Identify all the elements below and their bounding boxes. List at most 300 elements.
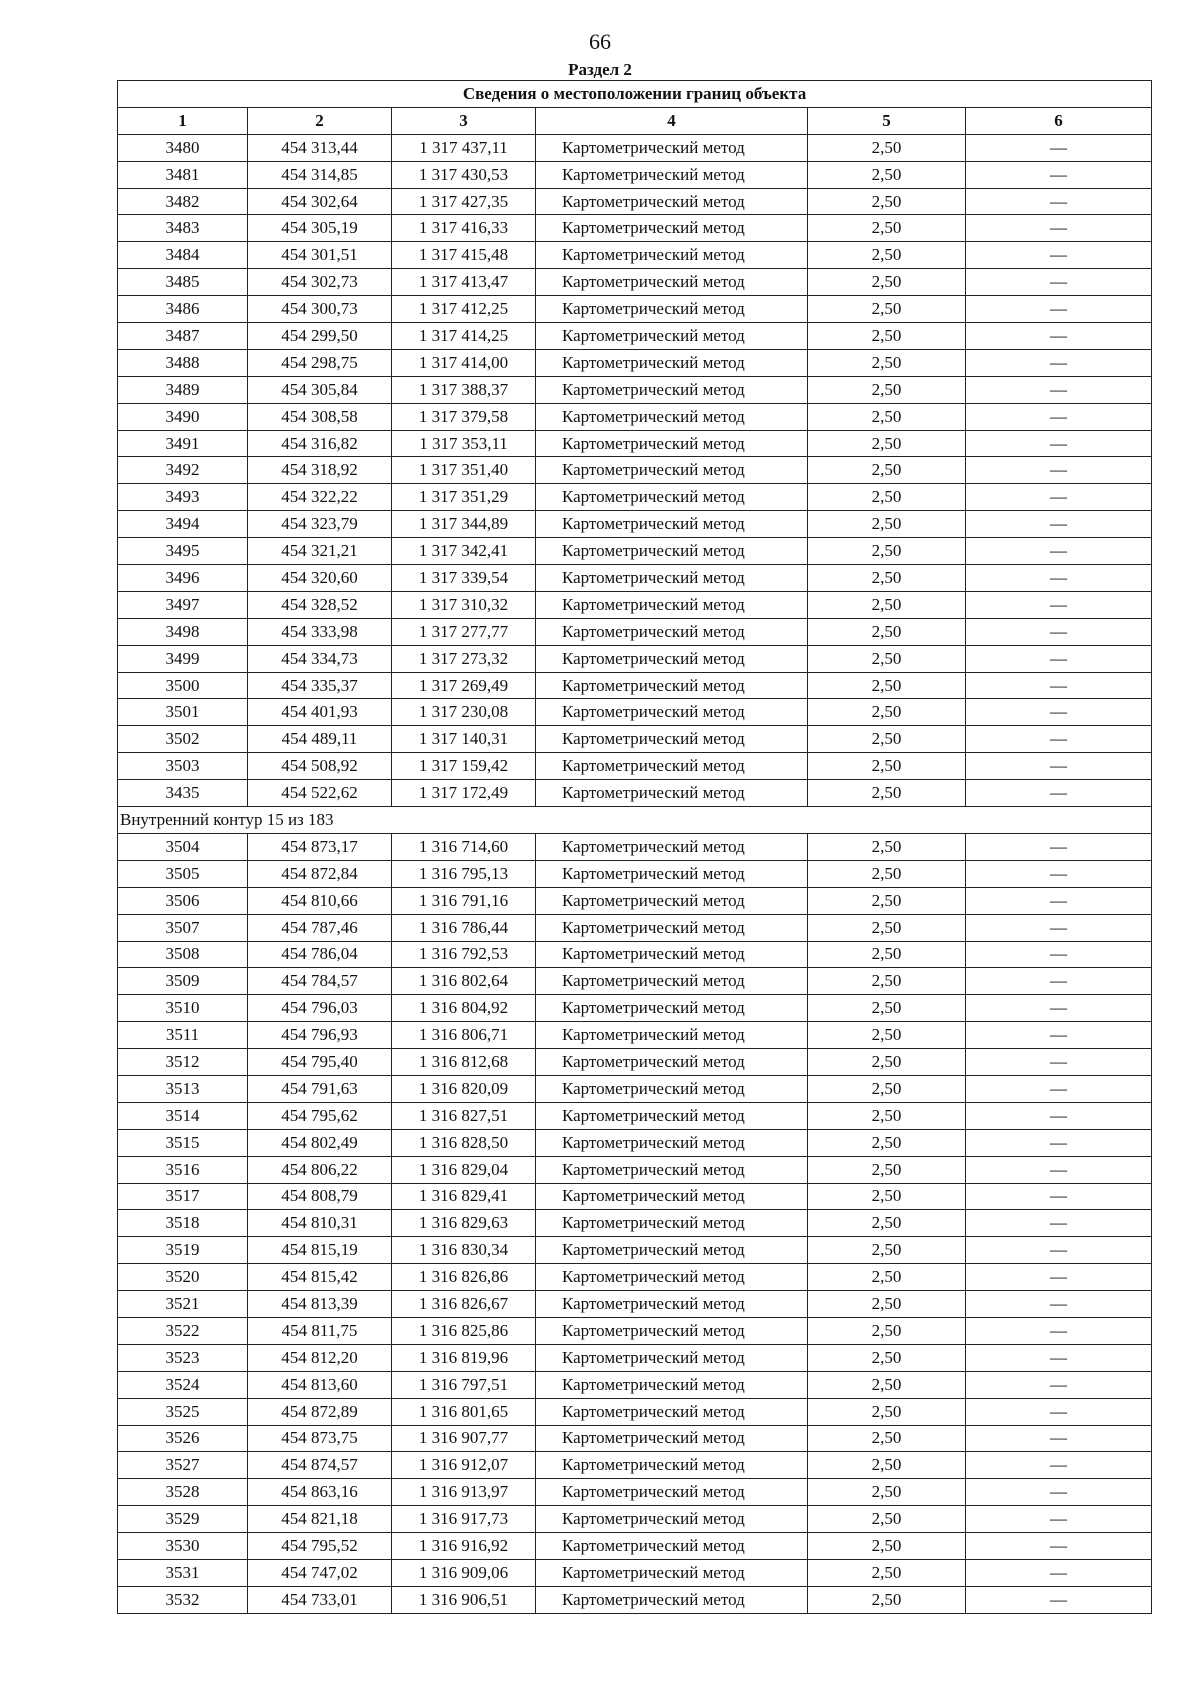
y-coordinate-cell: 1 317 342,41 [392, 538, 536, 565]
point-number-cell: 3531 [118, 1559, 248, 1586]
description-cell: — [966, 1237, 1152, 1264]
point-number-cell: 3498 [118, 618, 248, 645]
accuracy-cell: 2,50 [808, 995, 966, 1022]
table-row [118, 1291, 1152, 1318]
table-row [118, 1237, 1152, 1264]
x-coordinate-cell: 454 811,75 [248, 1317, 392, 1344]
accuracy-cell: 2,50 [808, 511, 966, 538]
point-number-cell: 3516 [118, 1156, 248, 1183]
table-row [118, 1344, 1152, 1371]
table-caption: Сведения о местоположении границ объекта [118, 81, 1152, 108]
table-row [118, 699, 1152, 726]
method-cell: Картометрический метод [536, 403, 808, 430]
accuracy-cell: 2,50 [808, 591, 966, 618]
accuracy-cell: 2,50 [808, 618, 966, 645]
y-coordinate-cell: 1 316 913,97 [392, 1479, 536, 1506]
point-number-cell: 3519 [118, 1237, 248, 1264]
y-coordinate-cell: 1 317 351,40 [392, 457, 536, 484]
method-cell: Картометрический метод [536, 699, 808, 726]
method-cell: Картометрический метод [536, 376, 808, 403]
point-number-cell: 3494 [118, 511, 248, 538]
method-cell: Картометрический метод [536, 1156, 808, 1183]
point-number-cell: 3490 [118, 403, 248, 430]
point-number-cell: 3499 [118, 645, 248, 672]
y-coordinate-cell: 1 317 310,32 [392, 591, 536, 618]
table-row [118, 941, 1152, 968]
y-coordinate-cell: 1 316 806,71 [392, 1022, 536, 1049]
x-coordinate-cell: 454 321,21 [248, 538, 392, 565]
method-cell: Картометрический метод [536, 1291, 808, 1318]
x-coordinate-cell: 454 821,18 [248, 1506, 392, 1533]
column-header-4: 4 [536, 107, 808, 134]
description-cell: — [966, 1398, 1152, 1425]
point-number-cell: 3524 [118, 1371, 248, 1398]
point-number-cell: 3527 [118, 1452, 248, 1479]
x-coordinate-cell: 454 872,84 [248, 860, 392, 887]
method-cell: Картометрический метод [536, 1022, 808, 1049]
point-number-cell: 3504 [118, 833, 248, 860]
accuracy-cell: 2,50 [808, 1291, 966, 1318]
accuracy-cell: 2,50 [808, 323, 966, 350]
method-cell: Картометрический метод [536, 269, 808, 296]
point-number-cell: 3525 [118, 1398, 248, 1425]
x-coordinate-cell: 454 308,58 [248, 403, 392, 430]
y-coordinate-cell: 1 316 714,60 [392, 833, 536, 860]
point-number-cell: 3514 [118, 1102, 248, 1129]
x-coordinate-cell: 454 299,50 [248, 323, 392, 350]
y-coordinate-cell: 1 317 379,58 [392, 403, 536, 430]
accuracy-cell: 2,50 [808, 1425, 966, 1452]
table-row [118, 1210, 1152, 1237]
description-cell: — [966, 511, 1152, 538]
accuracy-cell: 2,50 [808, 1237, 966, 1264]
description-cell: — [966, 1210, 1152, 1237]
table-row [118, 1452, 1152, 1479]
y-coordinate-cell: 1 316 917,73 [392, 1506, 536, 1533]
x-coordinate-cell: 454 786,04 [248, 941, 392, 968]
y-coordinate-cell: 1 316 826,67 [392, 1291, 536, 1318]
point-number-cell: 3492 [118, 457, 248, 484]
point-number-cell: 3502 [118, 726, 248, 753]
point-number-cell: 3521 [118, 1291, 248, 1318]
description-cell: — [966, 349, 1152, 376]
table-row [118, 403, 1152, 430]
point-number-cell: 3493 [118, 484, 248, 511]
description-cell: — [966, 161, 1152, 188]
description-cell: — [966, 941, 1152, 968]
y-coordinate-cell: 1 317 172,49 [392, 780, 536, 807]
y-coordinate-cell: 1 316 786,44 [392, 914, 536, 941]
accuracy-cell: 2,50 [808, 726, 966, 753]
point-number-cell: 3526 [118, 1425, 248, 1452]
point-number-cell: 3522 [118, 1317, 248, 1344]
description-cell: — [966, 215, 1152, 242]
accuracy-cell: 2,50 [808, 1317, 966, 1344]
description-cell: — [966, 1479, 1152, 1506]
accuracy-cell: 2,50 [808, 645, 966, 672]
method-cell: Картометрический метод [536, 323, 808, 350]
method-cell: Картометрический метод [536, 1506, 808, 1533]
method-cell: Картометрический метод [536, 1129, 808, 1156]
y-coordinate-cell: 1 317 414,00 [392, 349, 536, 376]
accuracy-cell: 2,50 [808, 215, 966, 242]
y-coordinate-cell: 1 316 819,96 [392, 1344, 536, 1371]
table-row [118, 1559, 1152, 1586]
description-cell: — [966, 995, 1152, 1022]
coordinates-table [117, 80, 1152, 1614]
table-body [118, 134, 1152, 1613]
accuracy-cell: 2,50 [808, 887, 966, 914]
x-coordinate-cell: 454 813,39 [248, 1291, 392, 1318]
y-coordinate-cell: 1 316 825,86 [392, 1317, 536, 1344]
x-coordinate-cell: 454 508,92 [248, 753, 392, 780]
method-cell: Картометрический метод [536, 914, 808, 941]
accuracy-cell: 2,50 [808, 1398, 966, 1425]
table-row [118, 1533, 1152, 1560]
y-coordinate-cell: 1 316 802,64 [392, 968, 536, 995]
y-coordinate-cell: 1 316 829,63 [392, 1210, 536, 1237]
description-cell: — [966, 914, 1152, 941]
table-row [118, 1129, 1152, 1156]
method-cell: Картометрический метод [536, 1264, 808, 1291]
table-head [118, 81, 1152, 135]
column-header-1: 1 [118, 107, 248, 134]
y-coordinate-cell: 1 317 415,48 [392, 242, 536, 269]
point-number-cell: 3530 [118, 1533, 248, 1560]
method-cell: Картометрический метод [536, 430, 808, 457]
description-cell: — [966, 591, 1152, 618]
point-number-cell: 3505 [118, 860, 248, 887]
description-cell: — [966, 565, 1152, 592]
method-cell: Картометрический метод [536, 726, 808, 753]
y-coordinate-cell: 1 317 140,31 [392, 726, 536, 753]
accuracy-cell: 2,50 [808, 457, 966, 484]
point-number-cell: 3497 [118, 591, 248, 618]
table-row [118, 618, 1152, 645]
point-number-cell: 3510 [118, 995, 248, 1022]
method-cell: Картометрический метод [536, 1344, 808, 1371]
method-cell: Картометрический метод [536, 833, 808, 860]
table-row [118, 215, 1152, 242]
description-cell: — [966, 780, 1152, 807]
description-cell: — [966, 1586, 1152, 1613]
accuracy-cell: 2,50 [808, 1049, 966, 1076]
description-cell: — [966, 1022, 1152, 1049]
accuracy-cell: 2,50 [808, 538, 966, 565]
table-row [118, 1022, 1152, 1049]
description-cell: — [966, 134, 1152, 161]
description-cell: — [966, 403, 1152, 430]
description-cell: — [966, 753, 1152, 780]
description-cell: — [966, 1533, 1152, 1560]
method-cell: Картометрический метод [536, 753, 808, 780]
table-row [118, 833, 1152, 860]
accuracy-cell: 2,50 [808, 1075, 966, 1102]
y-coordinate-cell: 1 317 277,77 [392, 618, 536, 645]
method-cell: Картометрический метод [536, 511, 808, 538]
description-cell: — [966, 1559, 1152, 1586]
method-cell: Картометрический метод [536, 349, 808, 376]
accuracy-cell: 2,50 [808, 833, 966, 860]
description-cell: — [966, 188, 1152, 215]
y-coordinate-cell: 1 317 430,53 [392, 161, 536, 188]
x-coordinate-cell: 454 522,62 [248, 780, 392, 807]
accuracy-cell: 2,50 [808, 1210, 966, 1237]
point-number-cell: 3528 [118, 1479, 248, 1506]
x-coordinate-cell: 454 305,19 [248, 215, 392, 242]
table-row [118, 1317, 1152, 1344]
accuracy-cell: 2,50 [808, 860, 966, 887]
description-cell: — [966, 1264, 1152, 1291]
table-row [118, 1183, 1152, 1210]
description-cell: — [966, 376, 1152, 403]
point-number-cell: 3501 [118, 699, 248, 726]
description-cell: — [966, 1156, 1152, 1183]
method-cell: Картометрический метод [536, 457, 808, 484]
description-cell: — [966, 860, 1152, 887]
x-coordinate-cell: 454 813,60 [248, 1371, 392, 1398]
description-cell: — [966, 833, 1152, 860]
table-row [118, 349, 1152, 376]
table-row [118, 242, 1152, 269]
description-cell: — [966, 1317, 1152, 1344]
table-row [118, 753, 1152, 780]
point-number-cell: 3486 [118, 296, 248, 323]
accuracy-cell: 2,50 [808, 296, 966, 323]
point-number-cell: 3500 [118, 672, 248, 699]
method-cell: Картометрический метод [536, 1210, 808, 1237]
description-cell: — [966, 1425, 1152, 1452]
accuracy-cell: 2,50 [808, 941, 966, 968]
x-coordinate-cell: 454 322,22 [248, 484, 392, 511]
description-cell: — [966, 1452, 1152, 1479]
accuracy-cell: 2,50 [808, 1102, 966, 1129]
table-row [118, 376, 1152, 403]
method-cell: Картометрический метод [536, 1102, 808, 1129]
y-coordinate-cell: 1 317 269,49 [392, 672, 536, 699]
x-coordinate-cell: 454 812,20 [248, 1344, 392, 1371]
description-cell: — [966, 618, 1152, 645]
y-coordinate-cell: 1 317 437,11 [392, 134, 536, 161]
method-cell: Картометрический метод [536, 887, 808, 914]
description-cell: — [966, 672, 1152, 699]
method-cell: Картометрический метод [536, 968, 808, 995]
table-row [118, 672, 1152, 699]
table-row [118, 1049, 1152, 1076]
accuracy-cell: 2,50 [808, 376, 966, 403]
x-coordinate-cell: 454 328,52 [248, 591, 392, 618]
x-coordinate-cell: 454 873,17 [248, 833, 392, 860]
method-cell: Картометрический метод [536, 565, 808, 592]
method-cell: Картометрический метод [536, 1183, 808, 1210]
accuracy-cell: 2,50 [808, 753, 966, 780]
y-coordinate-cell: 1 316 829,04 [392, 1156, 536, 1183]
description-cell: — [966, 269, 1152, 296]
method-cell: Картометрический метод [536, 645, 808, 672]
x-coordinate-cell: 454 796,03 [248, 995, 392, 1022]
point-number-cell: 3532 [118, 1586, 248, 1613]
method-cell: Картометрический метод [536, 215, 808, 242]
table-row [118, 511, 1152, 538]
table-row [118, 591, 1152, 618]
x-coordinate-cell: 454 815,19 [248, 1237, 392, 1264]
accuracy-cell: 2,50 [808, 1506, 966, 1533]
method-cell: Картометрический метод [536, 672, 808, 699]
y-coordinate-cell: 1 317 353,11 [392, 430, 536, 457]
accuracy-cell: 2,50 [808, 430, 966, 457]
point-number-cell: 3491 [118, 430, 248, 457]
x-coordinate-cell: 454 795,40 [248, 1049, 392, 1076]
accuracy-cell: 2,50 [808, 1371, 966, 1398]
point-number-cell: 3487 [118, 323, 248, 350]
table-row [118, 161, 1152, 188]
point-number-cell: 3482 [118, 188, 248, 215]
contour-label: Внутренний контур 15 из 183 [118, 807, 1152, 834]
description-cell: — [966, 1344, 1152, 1371]
point-number-cell: 3513 [118, 1075, 248, 1102]
description-cell: — [966, 323, 1152, 350]
table-row [118, 968, 1152, 995]
y-coordinate-cell: 1 317 414,25 [392, 323, 536, 350]
description-cell: — [966, 1102, 1152, 1129]
y-coordinate-cell: 1 317 273,32 [392, 645, 536, 672]
y-coordinate-cell: 1 316 795,13 [392, 860, 536, 887]
point-number-cell: 3480 [118, 134, 248, 161]
x-coordinate-cell: 454 815,42 [248, 1264, 392, 1291]
method-cell: Картометрический метод [536, 1452, 808, 1479]
table-row [118, 1371, 1152, 1398]
table-caption-row [118, 81, 1152, 108]
method-cell: Картометрический метод [536, 484, 808, 511]
x-coordinate-cell: 454 335,37 [248, 672, 392, 699]
y-coordinate-cell: 1 316 804,92 [392, 995, 536, 1022]
table-row [118, 995, 1152, 1022]
section-title: Раздел 2 [568, 60, 632, 79]
method-cell: Картометрический метод [536, 1398, 808, 1425]
table-row [118, 645, 1152, 672]
description-cell: — [966, 538, 1152, 565]
point-number-cell: 3488 [118, 349, 248, 376]
method-cell: Картометрический метод [536, 780, 808, 807]
y-coordinate-cell: 1 317 388,37 [392, 376, 536, 403]
description-cell: — [966, 1075, 1152, 1102]
y-coordinate-cell: 1 317 412,25 [392, 296, 536, 323]
table-row [118, 484, 1152, 511]
accuracy-cell: 2,50 [808, 699, 966, 726]
method-cell: Картометрический метод [536, 618, 808, 645]
y-coordinate-cell: 1 316 826,86 [392, 1264, 536, 1291]
description-cell: — [966, 887, 1152, 914]
y-coordinate-cell: 1 316 792,53 [392, 941, 536, 968]
x-coordinate-cell: 454 872,89 [248, 1398, 392, 1425]
x-coordinate-cell: 454 863,16 [248, 1479, 392, 1506]
x-coordinate-cell: 454 401,93 [248, 699, 392, 726]
point-number-cell: 3509 [118, 968, 248, 995]
x-coordinate-cell: 454 302,73 [248, 269, 392, 296]
point-number-cell: 3481 [118, 161, 248, 188]
x-coordinate-cell: 454 302,64 [248, 188, 392, 215]
table-row [118, 726, 1152, 753]
point-number-cell: 3507 [118, 914, 248, 941]
x-coordinate-cell: 454 874,57 [248, 1452, 392, 1479]
point-number-cell: 3518 [118, 1210, 248, 1237]
point-number-cell: 3529 [118, 1506, 248, 1533]
table-row [118, 323, 1152, 350]
y-coordinate-cell: 1 317 159,42 [392, 753, 536, 780]
table-row [118, 780, 1152, 807]
x-coordinate-cell: 454 320,60 [248, 565, 392, 592]
accuracy-cell: 2,50 [808, 1156, 966, 1183]
x-coordinate-cell: 454 810,31 [248, 1210, 392, 1237]
table-row [118, 1075, 1152, 1102]
description-cell: — [966, 1129, 1152, 1156]
accuracy-cell: 2,50 [808, 1559, 966, 1586]
method-cell: Картометрический метод [536, 1075, 808, 1102]
table-row [118, 1479, 1152, 1506]
point-number-cell: 3523 [118, 1344, 248, 1371]
y-coordinate-cell: 1 316 828,50 [392, 1129, 536, 1156]
method-cell: Картометрический метод [536, 860, 808, 887]
y-coordinate-cell: 1 316 830,34 [392, 1237, 536, 1264]
x-coordinate-cell: 454 305,84 [248, 376, 392, 403]
method-cell: Картометрический метод [536, 242, 808, 269]
x-coordinate-cell: 454 791,63 [248, 1075, 392, 1102]
accuracy-cell: 2,50 [808, 188, 966, 215]
column-header-row [118, 107, 1152, 134]
x-coordinate-cell: 454 333,98 [248, 618, 392, 645]
table-row [118, 134, 1152, 161]
y-coordinate-cell: 1 316 797,51 [392, 1371, 536, 1398]
description-cell: — [966, 726, 1152, 753]
y-coordinate-cell: 1 316 912,07 [392, 1452, 536, 1479]
x-coordinate-cell: 454 806,22 [248, 1156, 392, 1183]
description-cell: — [966, 1291, 1152, 1318]
column-header-5: 5 [808, 107, 966, 134]
x-coordinate-cell: 454 873,75 [248, 1425, 392, 1452]
accuracy-cell: 2,50 [808, 1022, 966, 1049]
point-number-cell: 3520 [118, 1264, 248, 1291]
point-number-cell: 3512 [118, 1049, 248, 1076]
y-coordinate-cell: 1 316 916,92 [392, 1533, 536, 1560]
y-coordinate-cell: 1 316 906,51 [392, 1586, 536, 1613]
method-cell: Картометрический метод [536, 296, 808, 323]
accuracy-cell: 2,50 [808, 1183, 966, 1210]
x-coordinate-cell: 454 795,52 [248, 1533, 392, 1560]
accuracy-cell: 2,50 [808, 1264, 966, 1291]
table-row [118, 1156, 1152, 1183]
method-cell: Картометрический метод [536, 1533, 808, 1560]
accuracy-cell: 2,50 [808, 565, 966, 592]
description-cell: — [966, 242, 1152, 269]
description-cell: — [966, 457, 1152, 484]
table-row [118, 296, 1152, 323]
point-number-cell: 3515 [118, 1129, 248, 1156]
accuracy-cell: 2,50 [808, 161, 966, 188]
x-coordinate-cell: 454 300,73 [248, 296, 392, 323]
y-coordinate-cell: 1 317 427,35 [392, 188, 536, 215]
x-coordinate-cell: 454 810,66 [248, 887, 392, 914]
table-row [118, 538, 1152, 565]
accuracy-cell: 2,50 [808, 484, 966, 511]
y-coordinate-cell: 1 317 413,47 [392, 269, 536, 296]
table-row [118, 860, 1152, 887]
y-coordinate-cell: 1 316 827,51 [392, 1102, 536, 1129]
description-cell: — [966, 1371, 1152, 1398]
method-cell: Картометрический метод [536, 538, 808, 565]
description-cell: — [966, 968, 1152, 995]
x-coordinate-cell: 454 298,75 [248, 349, 392, 376]
description-cell: — [966, 1183, 1152, 1210]
